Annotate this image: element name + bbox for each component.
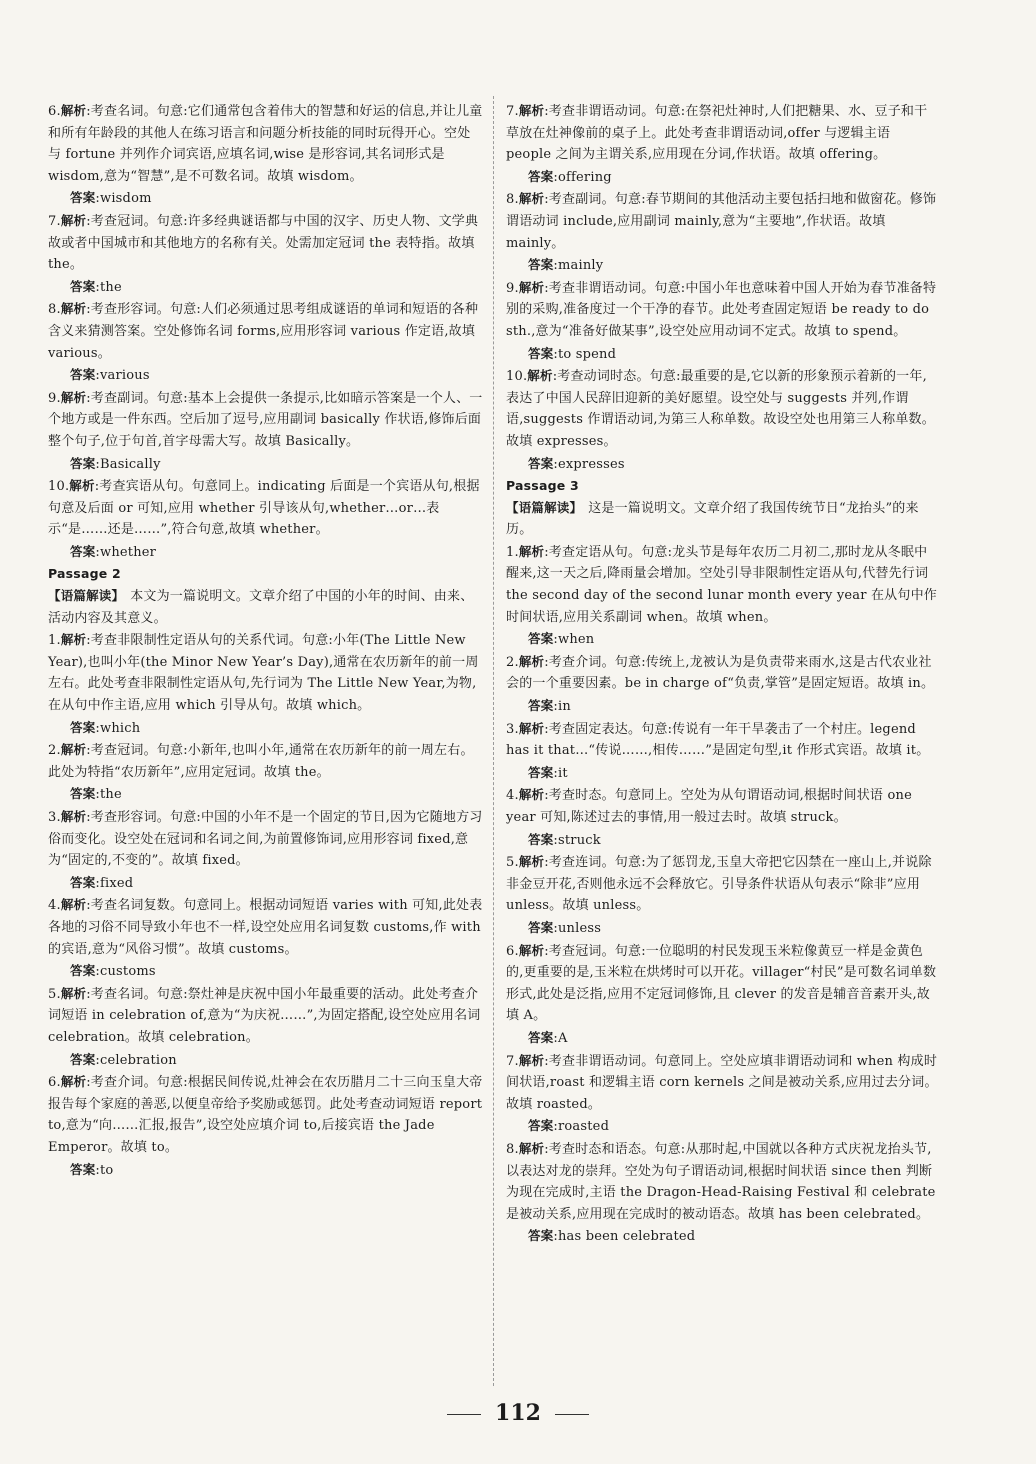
explanation-label: 解析	[518, 279, 545, 295]
answer-value: :fixed	[95, 875, 134, 891]
explanation-text: :考查形容词。句意:中国的小年不是一个固定的节日,因为它随地方习俗而变化。设空处在冠词和名词之间,为前置修饰词,应用形容词 fixed,意为“固定的,不变的”。故填 fixed。	[48, 810, 483, 869]
answer-label: 答案	[70, 278, 96, 294]
explanation-item	[506, 718, 938, 762]
answer-line	[528, 343, 938, 366]
answer-line	[70, 276, 483, 299]
answer-value: :celebration	[95, 1052, 177, 1068]
answer-label: 答案	[70, 963, 96, 979]
answer-label: 答案	[528, 168, 554, 184]
explanation-text: :考查副词。句意:春节期间的其他活动主要包括扫地和做窗花。修饰谓语动词 include,应用副词 mainly,意为“主要地”,作状语。故填 mainly。	[506, 192, 937, 251]
explanation-item	[506, 1138, 938, 1225]
passage-3-heading: Passage 3	[506, 478, 579, 494]
explanation-label: 解析	[60, 742, 87, 758]
answer-value: :mainly	[553, 258, 604, 274]
item-number: 6.	[506, 943, 519, 959]
page-number-text: 112	[495, 1400, 541, 1426]
answer-label: 答案	[70, 455, 96, 471]
answer-line	[70, 541, 483, 564]
item-number: 6.	[48, 1075, 61, 1091]
answer-value: :Basically	[95, 456, 161, 472]
intro-tag: 【语篇解读】	[48, 588, 125, 604]
answer-label: 答案	[70, 543, 96, 559]
answer-line	[528, 695, 938, 718]
answer-line	[528, 254, 938, 277]
page-number-dash-left	[447, 1414, 481, 1415]
answer-line	[528, 762, 938, 785]
answer-value: :customs	[95, 964, 156, 980]
answer-line	[528, 1225, 938, 1248]
item-number: 10.	[506, 369, 528, 385]
answer-line	[70, 960, 483, 983]
explanation-text: :考查非谓语动词。句意同上。空处应填非谓语动词和 when 构成时间状语,roast 和逻辑主语 corn kernels 之间是被动关系,应用过去分词。故填 roasted。	[506, 1053, 938, 1112]
explanation-text: :考查名词。句意:它们通常包含着伟大的智慧和好运的信息,并让儿童和所有年龄段的其他人在练习语言和问题分析技能的同时玩得开心。空处与 fortune 并列作介词宾语,应填名词,wise 是形容词,其名词形式是 wisdom,意为“智慧”,是不可数名词。故填 wisdom。	[48, 104, 483, 184]
explanation-text: :考查名词复数。句意同上。根据动词短语 varies with 可知,此处表各地的习俗不同导致小年也不一样,设空处应用名词复数 customs,作 with 的宾语,意为“风俗习惯”。故填 customs。	[48, 898, 483, 957]
answer-value: :A	[553, 1030, 568, 1046]
intro-text: 这是一篇说明文。文章介绍了我国传统节日“龙抬头”的来历。	[506, 500, 919, 538]
explanation-text: :考查时态。句意同上。空处为从句谓语动词,根据时间状语 one year 可知,陈述过去的事情,用一般过去时。故填 struck。	[506, 788, 912, 825]
answer-value: :when	[553, 632, 595, 648]
passage-2-heading: Passage 2	[48, 566, 121, 582]
answer-line	[528, 166, 938, 189]
explanation-item	[48, 983, 483, 1049]
explanation-label: 解析	[518, 191, 545, 207]
explanation-item	[48, 475, 483, 541]
item-number: 7.	[506, 104, 519, 119]
explanation-text: :考查非谓语动词。句意:在祭祀灶神时,人们把糖果、水、豆子和干草放在灶神像前的桌子上。此处考查非谓语动词,offer 与逻辑主语 people 之间为主谓关系,应用现在分词,作状语。故填 offering。	[506, 104, 928, 163]
explanation-label: 解析	[518, 653, 545, 669]
explanation-text: :考查定语从句。句意:龙头节是每年农历二月初二,那时龙从冬眠中醒来,这一天之后,降雨量会增加。空处引导非限制性定语从句,代替先行词 the second day of the second lunar month every year 在从句中作时间状语,应用关系副词 when。故填 when。	[506, 544, 937, 625]
item-number: 1.	[506, 544, 519, 560]
answer-line	[528, 1115, 938, 1138]
explanation-text: :考查形容词。句意:人们必须通过思考组成谜语的单词和短语的各种含义来猜测答案。空处修饰名词 forms,应用形容词 various 作定语,故填 various。	[48, 302, 479, 361]
explanation-label: 解析	[518, 720, 545, 736]
explanation-label: 解析	[60, 389, 87, 405]
answer-label: 答案	[528, 455, 554, 471]
explanation-label: 解析	[60, 103, 87, 118]
item-number: 6.	[48, 104, 61, 119]
item-number: 9.	[48, 390, 61, 406]
left-column	[48, 100, 483, 1181]
answer-label: 答案	[70, 874, 96, 890]
item-number: 3.	[506, 721, 519, 737]
answer-label: 答案	[528, 831, 554, 847]
explanation-label: 解析	[518, 942, 545, 958]
answer-value: :struck	[553, 832, 601, 848]
answer-label: 答案	[528, 1228, 554, 1244]
item-number: 8.	[506, 192, 519, 208]
item-number: 5.	[506, 855, 519, 871]
answer-label: 答案	[528, 345, 554, 361]
explanation-label: 解析	[518, 103, 545, 118]
item-number: 9.	[506, 280, 519, 296]
item-number: 8.	[48, 302, 61, 318]
explanation-item	[506, 784, 938, 828]
item-number: 8.	[506, 1141, 519, 1157]
explanation-text: :考查固定表达。句意:传说有一年干旱袭击了一个村庄。legend has it that…“传说……,相传……”是固定句型,it 作形式宾语。故填 it。	[506, 721, 930, 759]
item-number: 10.	[48, 479, 70, 495]
passage-3-intro	[506, 497, 938, 541]
answer-label: 答案	[528, 257, 554, 273]
explanation-item	[506, 851, 938, 917]
answer-value: :to spend	[553, 346, 617, 362]
answer-value: :the	[95, 279, 122, 295]
answer-value: :it	[553, 765, 568, 781]
explanation-text: :考查非谓语动词。句意:中国小年也意味着中国人开始为春节准备特别的采购,准备度过一个干净的春节。此处考查固定短语 be ready to do sth.,意为“准备好做某事”,设空处应用动词不定式。故填 to spend。	[506, 280, 937, 339]
answer-line	[70, 872, 483, 895]
explanation-label: 解析	[60, 1074, 87, 1090]
explanation-label: 解析	[518, 787, 545, 803]
answer-line	[70, 783, 483, 806]
answer-label: 答案	[528, 919, 554, 935]
answer-label: 答案	[70, 1161, 96, 1177]
explanation-label: 解析	[60, 809, 87, 824]
answer-label: 答案	[70, 367, 96, 383]
item-number: 2.	[48, 743, 61, 759]
explanation-item	[506, 188, 938, 254]
answer-value: :wisdom	[95, 191, 152, 207]
explanation-item	[48, 100, 483, 187]
answer-label: 答案	[70, 786, 96, 802]
answer-line	[528, 453, 938, 476]
explanation-text: :考查副词。句意:基本上会提供一条提示,比如暗示答案是一个人、一个地方或是一件东西。空后加了逗号,应用副词 basically 作状语,修饰后面整个句子,位于句首,首字母需大写。故填 Basically。	[48, 390, 483, 449]
explanation-item	[48, 298, 483, 364]
explanation-text: :考查名词。句意:祭灶神是庆祝中国小年最重要的活动。此处考查介词短语 in celebration of,意为“为庆祝……”,为固定搭配,设空处应用名词 celebration。故填 celebration。	[48, 986, 481, 1045]
explanation-label: 解析	[518, 543, 545, 559]
explanation-text: :考查冠词。句意:一位聪明的村民发现玉米粒像黄豆一样是金黄色的,更重要的是,玉米粒在烘烤时可以开花。villager“村民”是可数名词单数形式,此处是泛指,应用不定冠词修饰,且 clever 的发音是辅音音素开头,故填 A。	[506, 943, 937, 1024]
explanation-item	[48, 739, 483, 783]
answer-value: :unless	[553, 920, 602, 936]
answer-value: :in	[553, 699, 571, 715]
explanation-label: 解析	[518, 1052, 545, 1068]
answer-line	[528, 917, 938, 940]
explanation-item	[48, 387, 483, 453]
explanation-item	[506, 365, 938, 452]
explanation-text: :考查非限制性定语从句的关系代词。句意:小年(The Little New Year),也叫小年(the Minor New Year’s Day),通常在农历新年的前一周左右。此处考查非限制性定语从句,先行词为 The Little New Year,为物,在从句中作主语,应用 which 引导从句。故填 which。	[48, 633, 479, 714]
answer-value: :has been celebrated	[553, 1229, 696, 1245]
explanation-text: :考查冠词。句意:许多经典谜语都与中国的汉字、历史人物、文学典故或者中国城市和其他地方的名称有关。处需加定冠词 the 表特指。故填 the。	[48, 213, 479, 273]
explanation-text: :考查介词。句意:传统上,龙被认为是负责带来雨水,这是古代农业社会的一个重要因素。be in charge of“负责,掌管”是固定短语。故填 in。	[506, 654, 935, 692]
right-column	[506, 100, 938, 1248]
intro-text: 本文为一篇说明文。文章介绍了中国的小年的时间、由来、活动内容及其意义。	[48, 589, 474, 626]
explanation-label: 解析	[60, 212, 87, 228]
explanation-label: 解析	[60, 301, 87, 317]
item-number: 1.	[48, 633, 61, 649]
explanation-text: :考查动词时态。句意:最重要的是,它以新的形象预示着新的一年,表达了中国人民辞旧迎新的美好愿望。设空处与 suggests 并列,作谓语,suggests 作谓语动词,为第三人称单数。故设空处也用第三人称单数。故填 expresses。	[506, 369, 935, 449]
answer-label: 答案	[528, 1029, 554, 1045]
explanation-item	[506, 940, 938, 1027]
explanation-label: 解析	[60, 985, 87, 1001]
explanation-text: :考查宾语从句。句意同上。indicating 后面是一个宾语从句,根据句意及后面 or 可知,应用 whether 引导该从句,whether…or…表示“是……还是……”,符合句意,故填 whether。	[48, 479, 480, 538]
explanation-item	[506, 651, 938, 695]
item-number: 7.	[506, 1053, 519, 1069]
answer-value: :which	[95, 720, 141, 736]
answer-value: :the	[95, 787, 122, 803]
answer-label: 答案	[528, 698, 554, 714]
answer-value: :offering	[553, 169, 612, 185]
answer-line	[70, 364, 483, 387]
answer-line	[70, 1049, 483, 1072]
answer-value: :expresses	[553, 456, 625, 472]
explanation-item	[48, 210, 483, 276]
explanation-item	[48, 894, 483, 960]
item-number: 7.	[48, 213, 61, 229]
explanation-item	[48, 1071, 483, 1158]
explanation-item	[506, 277, 938, 343]
explanation-item	[48, 806, 483, 872]
passage-2-intro	[48, 585, 483, 629]
explanation-label: 解析	[60, 897, 87, 913]
answer-line	[70, 453, 483, 476]
explanation-text: :考查介词。句意:根据民间传说,灶神会在农历腊月二十三向玉皇大帝报告每个家庭的善恶,以便皇帝给予奖励或惩罚。此处考查动词短语 report to,意为“向……汇报,报告”,设空处应填介词 to,后接宾语 the Jade Emperor。故填 to。	[48, 1075, 483, 1155]
answer-line	[528, 1027, 938, 1050]
answer-line	[70, 187, 483, 210]
answer-line	[528, 628, 938, 651]
explanation-label: 解析	[60, 632, 87, 648]
explanation-text: :考查时态和语态。句意:从那时起,中国就以各种方式庆祝龙抬头节,以表达对龙的崇拜。空处为句子谓语动词,根据时间状语 since then 判断为现在完成时,主语 the Dragon-Head-Raising Festival 和 celebrate 是被动关系,应用现在完成时的被动语态。故填 has been celebrated。	[506, 1141, 936, 1222]
answer-label: 答案	[528, 631, 554, 647]
page-number-dash-right	[555, 1414, 589, 1415]
item-number: 5.	[48, 986, 61, 1002]
answer-line	[70, 1159, 483, 1182]
page-number	[0, 1400, 1036, 1426]
item-number: 3.	[48, 810, 61, 825]
item-number: 4.	[506, 788, 519, 804]
explanation-label: 解析	[69, 478, 95, 494]
item-number: 2.	[506, 654, 519, 670]
explanation-item	[48, 629, 483, 716]
answer-value: :roasted	[553, 1119, 610, 1135]
item-number: 4.	[48, 898, 61, 914]
explanation-label: 解析	[518, 1140, 545, 1156]
explanation-item	[506, 100, 938, 166]
answer-value: :various	[95, 368, 150, 384]
explanation-item	[506, 541, 938, 628]
column-divider	[493, 96, 494, 1386]
explanation-label: 解析	[518, 854, 545, 870]
answer-label: 答案	[528, 764, 554, 780]
answer-line	[528, 829, 938, 852]
intro-tag: 【语篇解读】	[506, 499, 583, 515]
answer-value: :whether	[95, 544, 157, 560]
answer-label: 答案	[70, 719, 96, 735]
explanation-label: 解析	[527, 368, 553, 384]
answer-label: 答案	[528, 1118, 554, 1134]
answer-label: 答案	[70, 1051, 96, 1067]
answer-line	[70, 717, 483, 740]
answer-value: :to	[95, 1162, 114, 1178]
explanation-item	[506, 1050, 938, 1116]
answer-label: 答案	[70, 190, 96, 206]
explanation-text: :考查冠词。句意:小新年,也叫小年,通常在农历新年的前一周左右。此处为特指“农历新年”,应用定冠词。故填 the。	[48, 743, 474, 780]
explanation-text: :考查连词。句意:为了惩罚龙,玉皇大帝把它囚禁在一座山上,并说除非金豆开花,否则他永远不会释放它。引导条件状语从句表示“除非”应用 unless。故填 unless。	[506, 855, 932, 914]
